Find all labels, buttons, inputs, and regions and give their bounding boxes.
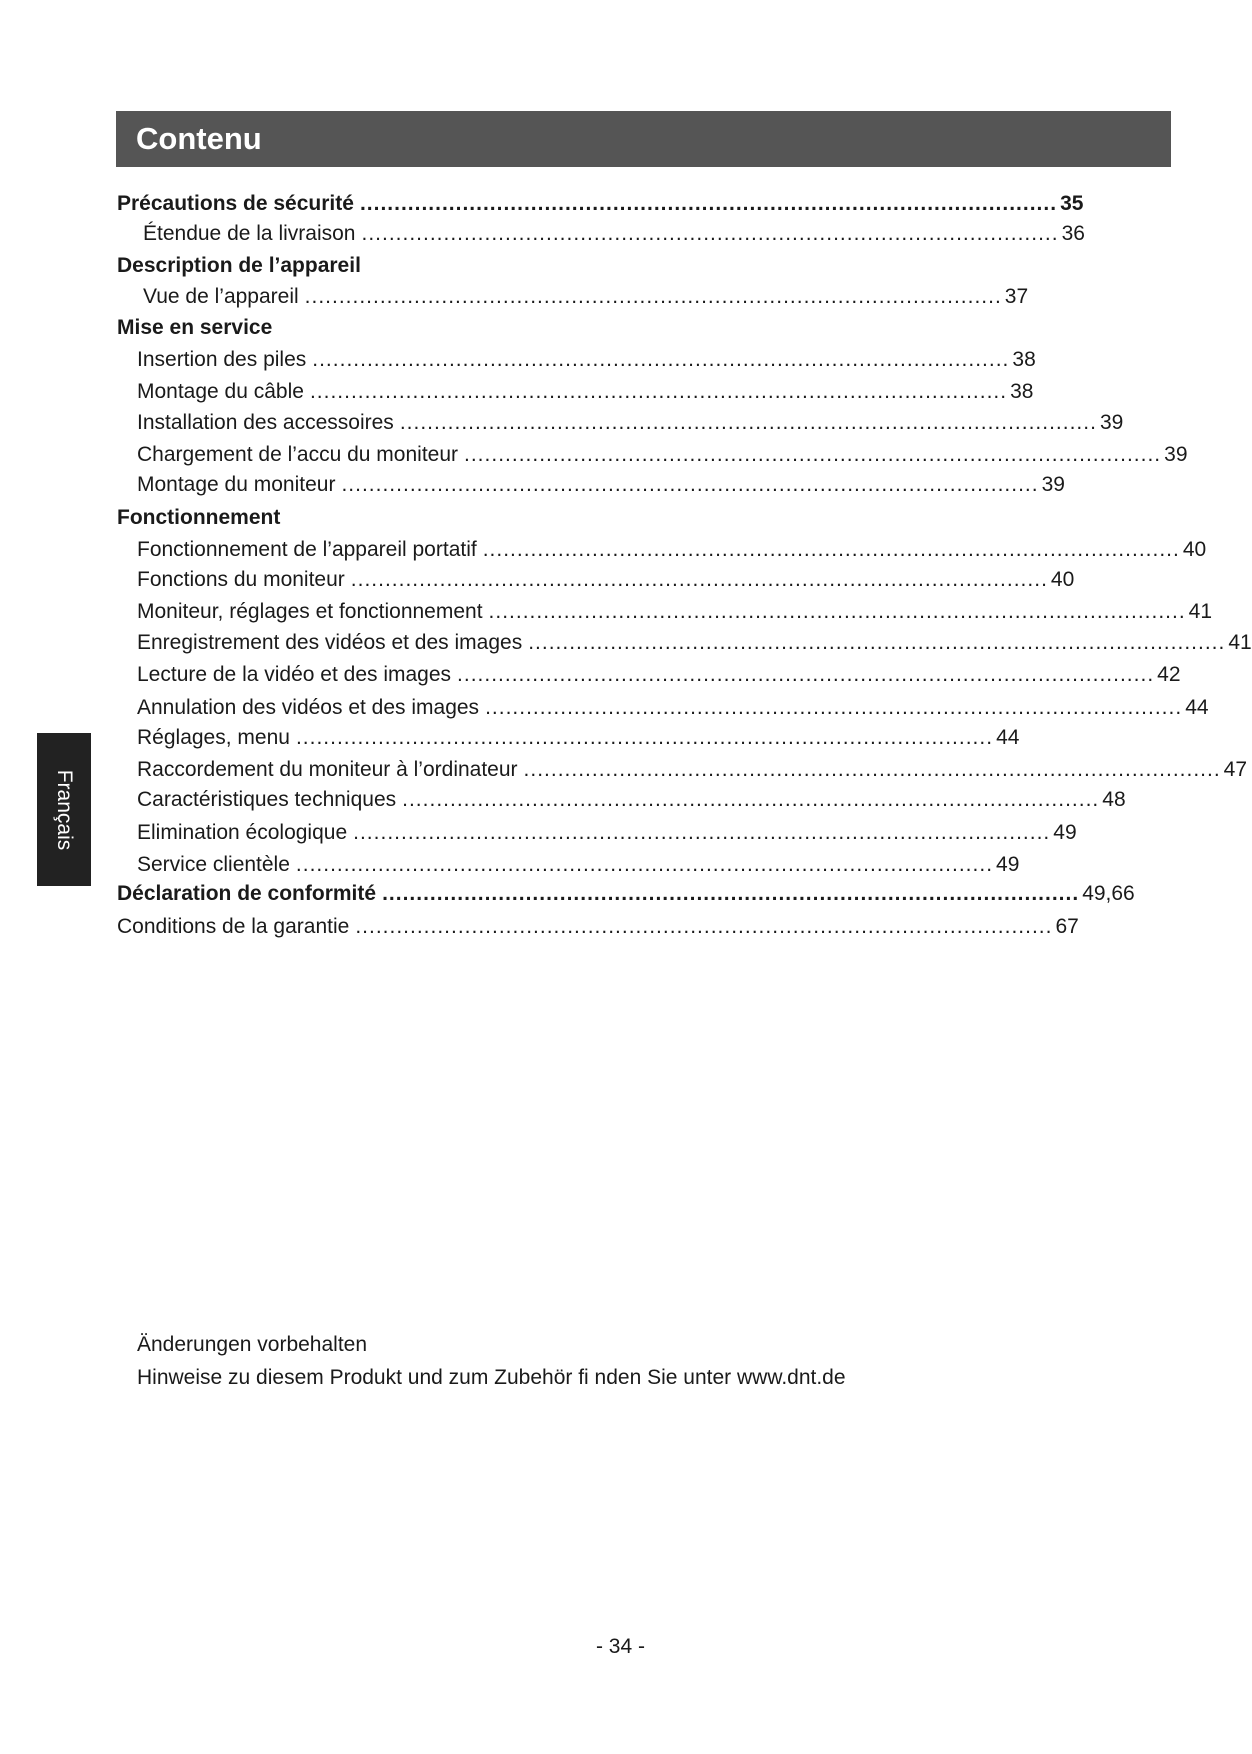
toc-leader: ......................................................................................................	[402, 788, 1100, 811]
toc-entry[interactable]	[117, 411, 1124, 444]
toc-leader: ......................................................................................................	[304, 285, 1002, 308]
language-tab-label: Français	[53, 769, 76, 850]
toc-entry-title: Service clientèle	[137, 853, 290, 876]
toc-entry-page: 44	[1185, 696, 1209, 719]
toc-heading[interactable]	[117, 255, 722, 286]
toc-leader: ......................................................................................................	[359, 192, 1058, 215]
toc-entry[interactable]	[117, 726, 1020, 759]
toc-entry-title: Moniteur, réglages et fonctionnement	[137, 600, 483, 623]
toc-entry-title: Fonctions du moniteur	[137, 568, 345, 591]
toc-entry[interactable]	[117, 380, 1034, 412]
toc-heading-title: Description de l’appareil	[117, 254, 361, 277]
toc-leader: ......................................................................................................	[353, 821, 1051, 844]
toc-entry-page: 47	[1223, 758, 1248, 781]
toc-entry[interactable]	[117, 663, 1181, 697]
toc-heading[interactable]	[117, 317, 722, 349]
toc-leader: ......................................................................................................	[295, 726, 994, 749]
toc-entry-title: Chargement de l’accu du moniteur	[137, 443, 459, 466]
toc-entry-title: Enregistrement des vidéos et des images	[137, 631, 523, 654]
toc-entry-page: 42	[1157, 663, 1181, 686]
toc-entry-page: 39	[1099, 411, 1124, 434]
toc-entry-page: 49	[996, 853, 1020, 876]
toc-entry-title: Montage du moniteur	[137, 473, 336, 496]
toc-entry-title: Précautions de sécurité	[117, 192, 354, 215]
toc-entry-page: 49,66	[1082, 882, 1135, 905]
toc-heading-title: Mise en service	[117, 316, 273, 339]
language-tab	[37, 733, 91, 886]
toc-leader: ......................................................................................................	[355, 915, 1053, 938]
toc-entry[interactable]	[117, 192, 1084, 223]
toc-entry-page: 37	[1004, 285, 1029, 308]
toc-leader: ......................................................................................................	[312, 348, 1010, 371]
toc-entry[interactable]	[117, 348, 1036, 381]
page-number: - 34 -	[595, 1635, 645, 1658]
page-title: Contenu	[136, 121, 262, 156]
toc-entry-title: Installation des accessoires	[137, 411, 394, 434]
toc-entry[interactable]	[117, 915, 1079, 946]
toc-entry[interactable]	[117, 473, 1065, 507]
toc-leader: ......................................................................................................	[464, 443, 1162, 466]
toc-entry-title: Elimination écologique	[137, 821, 348, 844]
toc-entry[interactable]	[117, 538, 1207, 569]
toc-leader: ......................................................................................................	[382, 882, 1080, 905]
product-info-note: Hinweise zu diesem Produkt und zum Zubehör fi nden Sie unter www.dnt.de	[137, 1366, 846, 1389]
toc-entry-page: 40	[1050, 568, 1075, 591]
toc-leader: ......................................................................................................	[457, 663, 1155, 686]
toc-leader: ......................................................................................................	[361, 222, 1059, 245]
toc-entry[interactable]	[117, 568, 1075, 601]
toc-entry-page: 39	[1164, 443, 1188, 466]
toc-entry-title: Étendue de la livraison	[143, 222, 356, 245]
changes-reserved-note: Änderungen vorbehalten	[137, 1333, 368, 1356]
toc-entry-title: Vue de l’appareil	[143, 285, 299, 308]
toc-entry-page: 38	[1012, 348, 1036, 371]
toc-entry[interactable]	[117, 821, 1077, 854]
toc-leader: ......................................................................................................	[350, 568, 1048, 591]
toc-entry-title: Raccordement du moniteur à l’ordinateur	[137, 758, 518, 781]
toc-entry-title: Conditions de la garantie	[117, 915, 350, 938]
toc-entry[interactable]	[117, 443, 1188, 474]
toc-entry-title: Lecture de la vidéo et des images	[137, 663, 452, 686]
toc-entry-page: 35	[1060, 192, 1084, 215]
toc-leader: ......................................................................................................	[488, 600, 1186, 623]
toc-leader: ......................................................................................................	[341, 473, 1039, 496]
toc-entry[interactable]	[117, 222, 1085, 255]
toc-entry-title: Insertion des piles	[137, 348, 307, 371]
toc-entry-title: Caractéristiques techniques	[137, 788, 397, 811]
toc-entry[interactable]	[117, 788, 1126, 822]
toc-entry[interactable]	[117, 285, 1029, 317]
toc-entry-page: 41	[1188, 600, 1213, 623]
toc-entry-page: 39	[1041, 473, 1065, 496]
toc-leader: ......................................................................................................	[528, 631, 1226, 654]
toc-entry-page: 49	[1053, 821, 1077, 844]
toc-leader: ......................................................................................................	[399, 411, 1097, 434]
toc-leader: ......................................................................................................	[482, 538, 1180, 561]
toc-entry[interactable]	[117, 600, 1213, 632]
toc-entry-title: Annulation des vidéos et des images	[137, 696, 480, 719]
toc-entry-title: Déclaration de conformité	[117, 882, 377, 905]
toc-leader: ......................................................................................................	[485, 696, 1183, 719]
toc-entry-page: 67	[1055, 915, 1079, 938]
section-header	[116, 111, 1171, 167]
toc-heading[interactable]	[117, 507, 722, 539]
toc-entry-page: 44	[996, 726, 1020, 749]
toc-entry-title: Réglages, menu	[137, 726, 290, 749]
toc-entry-page: 40	[1182, 538, 1207, 561]
toc-entry-title: Fonctionnement de l’appareil portatif	[137, 538, 477, 561]
toc-entry[interactable]	[117, 758, 1248, 789]
toc-leader: ......................................................................................................	[523, 758, 1221, 781]
toc-entry[interactable]	[117, 631, 1252, 664]
toc-entry[interactable]	[117, 696, 1209, 727]
toc-entry-title: Montage du câble	[137, 380, 304, 403]
toc-entry-page: 36	[1061, 222, 1085, 245]
toc-entry-page: 38	[1010, 380, 1034, 403]
toc-entry[interactable]	[117, 853, 1020, 883]
table-of-contents	[117, 192, 1252, 946]
toc-leader: ......................................................................................................	[295, 853, 994, 876]
toc-entry-page: 41	[1228, 631, 1252, 654]
toc-entry[interactable]	[117, 882, 1135, 916]
toc-heading-title: Fonctionnement	[117, 506, 281, 529]
toc-leader: ......................................................................................................	[309, 380, 1008, 403]
toc-entry-page: 48	[1102, 788, 1126, 811]
